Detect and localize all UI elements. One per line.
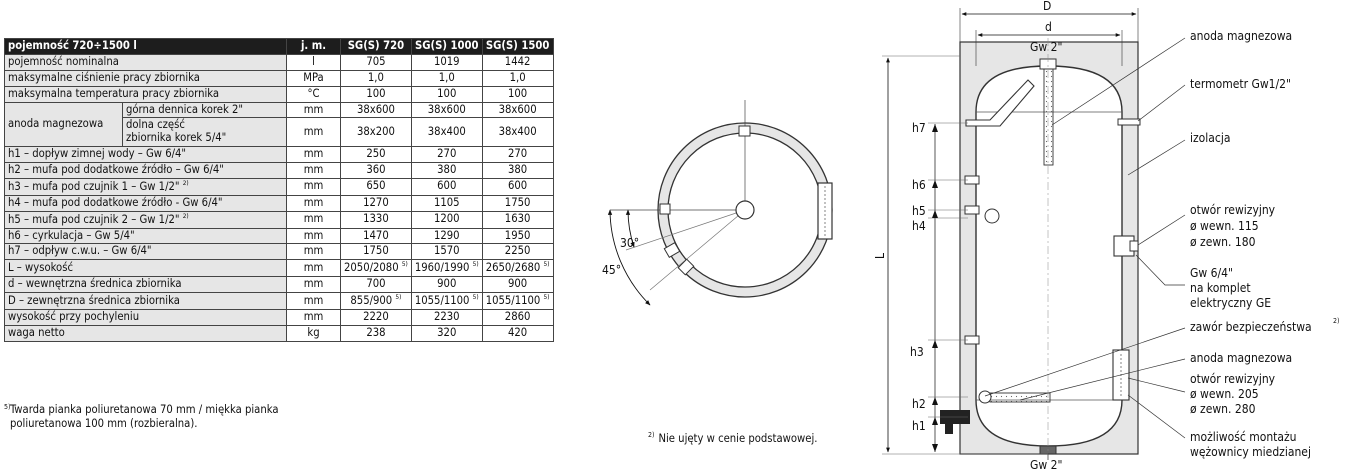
footnote-2-text: Nie ujęty w cenie podstawowej. [658, 432, 818, 445]
callout-inspection-2-l1: otwór rewizyjny [1190, 372, 1276, 386]
row-unit: °C [287, 86, 341, 102]
callout-inspection-1-l3: ø zewn. 180 [1190, 235, 1256, 249]
row-value: 320 [411, 325, 482, 341]
row-value: 238 [341, 325, 412, 341]
dim-d-label: d [1045, 20, 1052, 34]
footnote-2-mark: 2) [648, 431, 655, 439]
gw-top-label: Gw 2" [1030, 40, 1063, 54]
footnote-ref: 5) [472, 260, 479, 269]
anode-top-unit: mm [287, 102, 341, 118]
anode-bottom-label: dolna część zbiornika korek 5/4" [123, 118, 287, 147]
row-value: 1055/1100 $^{5)}$ [411, 293, 482, 310]
dim-arrow [932, 180, 938, 188]
callout-inspection-1-l1: otwór rewizyjny [1190, 203, 1276, 217]
row-value: 1105 [411, 195, 482, 211]
leader-line [1136, 255, 1185, 285]
dim-h7-label: h7 [912, 121, 926, 135]
row-value: 1442 [482, 54, 553, 70]
footnote-ref: 5) [543, 293, 550, 301]
callout-inspection-1-l2: ø wewn. 115 [1190, 219, 1259, 233]
row-value: 705 [341, 54, 412, 70]
anode-top-value: 38x600 [411, 102, 482, 118]
row-unit: mm [287, 211, 341, 228]
dim-arrow [932, 210, 938, 218]
gw-bottom-label: Gw 2" [1030, 458, 1063, 472]
row-label: h7 – odpływ c.w.u. – Gw 6/4" [5, 244, 287, 260]
row-label: waga netto [5, 325, 287, 341]
row-value: 380 [482, 163, 553, 179]
row-value: 1,0 [482, 70, 553, 86]
anode-label: anoda magnezowa [5, 102, 123, 147]
anode-bottom-icon [990, 393, 1050, 402]
lower-muff-icon [979, 391, 991, 403]
dim-h1-label: h1 [912, 419, 926, 433]
row-label: h4 – mufa pod dodatkowe źródło - Gw 6/4" [5, 195, 287, 211]
row-label: d – wewnętrzna średnica zbiornika [5, 277, 287, 293]
row-value: 420 [482, 325, 553, 341]
row-unit: mm [287, 228, 341, 244]
row-value: 1950 [482, 228, 553, 244]
row-value: 1,0 [341, 70, 412, 86]
callout-anode-bottom: anoda magnezowa [1190, 351, 1293, 365]
row-label: L – wysokość [5, 260, 287, 277]
leader-line [1138, 215, 1185, 245]
row-unit: mm [287, 178, 341, 195]
row-value: 1960/1990 $^{5)}$ [411, 260, 482, 277]
row-value: 900 [482, 277, 553, 293]
row-value: 1,0 [411, 70, 482, 86]
anode-top-value: 38x600 [341, 102, 412, 118]
callout-gw64-l1: Gw 6/4" [1190, 266, 1233, 280]
row-label: D – zewnętrzna średnica zbiornika [5, 293, 287, 310]
row-label: h1 – dopływ zimnej wody – Gw 6/4" [5, 147, 287, 163]
dim-h4-label: h4 [912, 219, 926, 233]
header-cell: j. m. [287, 39, 341, 55]
callout-gw64-l3: elektryczny GE [1190, 296, 1272, 310]
dim-arrow [932, 124, 938, 132]
row-label: maksymalna temperatura pracy zbiornika [5, 86, 287, 102]
row-value: 1055/1100 $^{5)}$ [482, 293, 553, 310]
anode-top-value: 38x600 [482, 102, 553, 118]
row-unit: mm [287, 260, 341, 277]
row-label: wysokość przy pochyleniu [5, 309, 287, 325]
row-unit: MPa [287, 70, 341, 86]
angle-label-30: 30° [620, 236, 640, 250]
footnote-ref: 2) [182, 178, 189, 187]
dim-h5-label: h5 [912, 204, 926, 218]
footnote-ref: 5) [401, 260, 408, 269]
row-value: 360 [341, 163, 412, 179]
anode-bottom-value: 38x400 [482, 118, 553, 147]
row-unit: mm [287, 277, 341, 293]
row-value: 1270 [341, 195, 412, 211]
row-value: 270 [482, 147, 553, 163]
footnote-ref: 5) [472, 293, 479, 301]
row-value: 600 [482, 178, 553, 195]
row-value: 2250 [482, 244, 553, 260]
cold-water-inlet-icon [945, 424, 953, 434]
dim-arrow [932, 444, 938, 452]
heater-port-icon [1130, 241, 1138, 251]
footnote-5-line2: poliuretanowa 100 mm (rozbieralna). [10, 417, 198, 430]
thermometer-icon [1118, 119, 1140, 125]
callout-coil-l2: wężownicy miedzianej [1190, 445, 1311, 459]
dim-arrow [932, 397, 938, 405]
footnote-5-line1: Twarda pianka poliuretanowa 70 mm / miękka pianka [10, 403, 279, 416]
row-unit: l [287, 54, 341, 70]
row-value: 100 [482, 86, 553, 102]
row-value: 2050/2080 $^{5)}$ [341, 260, 412, 277]
row-value: 600 [411, 178, 482, 195]
top-port-icon [736, 201, 754, 219]
callout-anode-top: anoda magnezowa [1190, 29, 1293, 43]
row-value: 1750 [482, 195, 553, 211]
row-value: 1200 [411, 211, 482, 228]
row-value: 1470 [341, 228, 412, 244]
row-value: 100 [411, 86, 482, 102]
side-view [873, 0, 1339, 472]
row-value: 1290 [411, 228, 482, 244]
anode-bottom-value: 38x400 [411, 118, 482, 147]
angle-arc-45 [610, 210, 650, 305]
anode-bottom-value: 38x200 [341, 118, 412, 147]
row-unit: kg [287, 325, 341, 341]
row-label: h5 – mufa pod czujnik 2 – Gw 1/2" $^{2)}$ [5, 211, 287, 228]
row-value: 700 [341, 277, 412, 293]
row-label: h6 – cyrkulacja – Gw 5/4" [5, 228, 287, 244]
callout-thermometer: termometr Gw1/2" [1190, 77, 1292, 91]
row-unit: mm [287, 195, 341, 211]
dim-D-label: D [1043, 0, 1052, 13]
row-label: maksymalne ciśnienie pracy zbiornika [5, 70, 287, 86]
row-value: 270 [411, 147, 482, 163]
anode-top-icon [1044, 69, 1053, 165]
dim-h2-label: h2 [912, 397, 926, 411]
row-unit: mm [287, 163, 341, 179]
callout-gw64-l2: na komplet [1190, 281, 1251, 295]
row-label: pojemność nominalna [5, 54, 287, 70]
row-value: 380 [411, 163, 482, 179]
row-unit: mm [287, 293, 341, 310]
footnote-ref: 2) [182, 211, 189, 220]
footnote-ref: 5) [543, 260, 550, 269]
row-value: 2230 [411, 309, 482, 325]
row-unit: mm [287, 147, 341, 163]
footnote-5-mark: 5) [4, 403, 11, 411]
row-value: 1570 [411, 244, 482, 260]
row-value: 2220 [341, 309, 412, 325]
dim-h6-label: h6 [912, 178, 926, 192]
dim-arrow [932, 340, 938, 348]
footnote-ref: 5) [395, 293, 402, 301]
anode-bottom-unit: mm [287, 118, 341, 147]
row-unit: mm [287, 309, 341, 325]
row-label: h3 – mufa pod czujnik 1 – Gw 1/2" $^{2)}$ [5, 178, 287, 195]
callout-insulation: izolacja [1190, 131, 1231, 145]
callout-inspection-2-l3: ø zewn. 280 [1190, 402, 1256, 416]
row-value: 900 [411, 277, 482, 293]
row-value: 1630 [482, 211, 553, 228]
row-value: 1019 [411, 54, 482, 70]
dim-L-label: L [873, 252, 887, 259]
row-value: 855/900 $^{5)}$ [341, 293, 412, 310]
row-unit: mm [287, 244, 341, 260]
row-value: 100 [341, 86, 412, 102]
sensor-pocket-icon [985, 209, 999, 223]
row-value: 1330 [341, 211, 412, 228]
row-value: 1750 [341, 244, 412, 260]
header-cell: SG(S) 1000 [411, 39, 482, 55]
callout-safety-valve: zawór bezpieczeństwa [1190, 320, 1312, 334]
callout-coil-l1: możliwość montażu [1190, 430, 1297, 444]
dim-arrow [932, 417, 938, 425]
row-value: 250 [341, 147, 412, 163]
header-cell: SG(S) 1500 [482, 39, 553, 55]
fitting-icon [739, 126, 750, 136]
callout-inspection-2-l2: ø wewn. 205 [1190, 387, 1259, 401]
fitting-icon [660, 204, 670, 214]
row-value: 2650/2680 $^{5)}$ [482, 260, 553, 277]
row-value: 650 [341, 178, 412, 195]
row-label: h2 – mufa pod dodatkowe źródło – Gw 6/4" [5, 163, 287, 179]
leader-line [1138, 85, 1185, 121]
anode-top-label: górna dennica korek 2" [123, 102, 287, 118]
callout-safety-valve-sup: 2) [1333, 317, 1340, 325]
top-view [602, 100, 832, 305]
header-cell: pojemność 720÷1500 l [5, 39, 287, 55]
header-cell: SG(S) 720 [341, 39, 412, 55]
dim-h3-label: h3 [910, 345, 924, 359]
angle-label-45: 45° [602, 263, 622, 277]
row-value: 2860 [482, 309, 553, 325]
